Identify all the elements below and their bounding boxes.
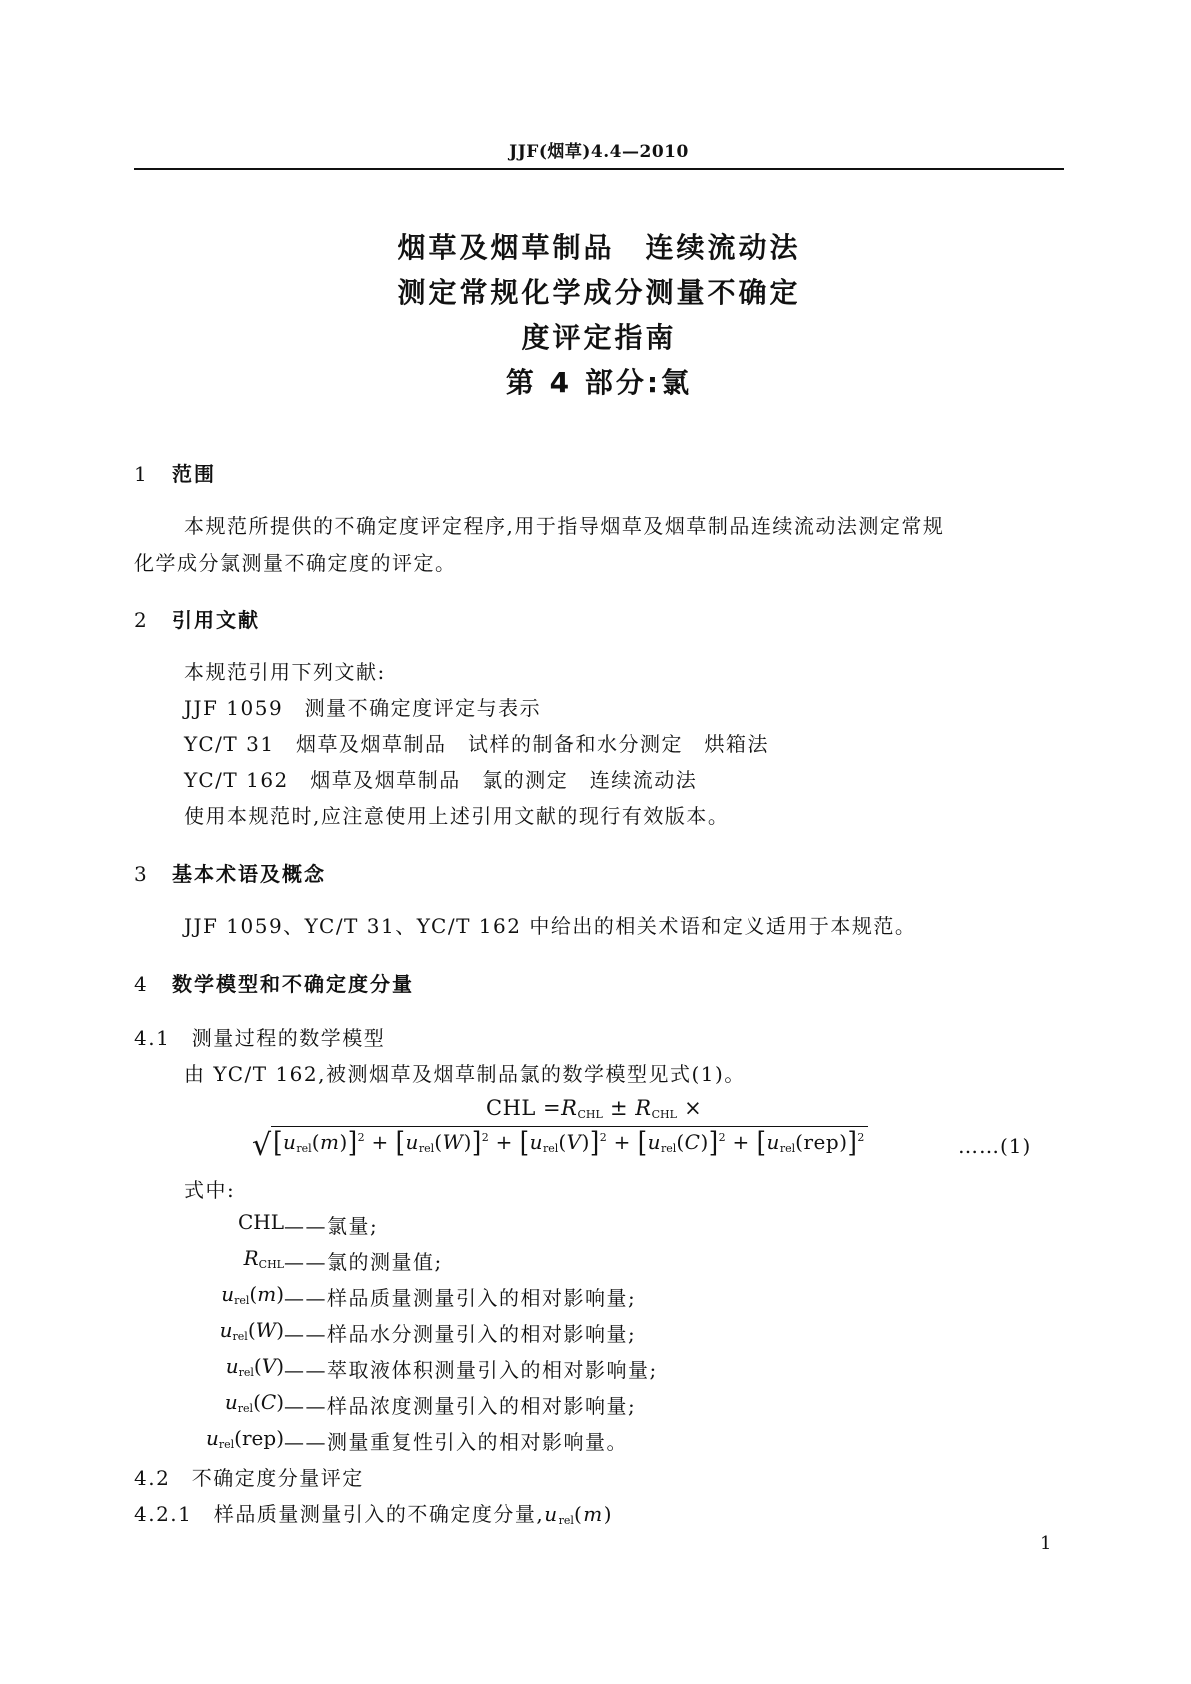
document-code-header: JJF(烟草)4.4—2010: [509, 142, 689, 162]
reference-item: YC/T 31 烟草及烟草制品 试样的制备和水分测定 烘箱法: [184, 732, 770, 756]
title-line-3: 度评定指南: [521, 321, 677, 354]
definition-urel-w: ——样品水分测量引入的相对影响量;: [284, 1322, 637, 1346]
formula-r: R: [635, 1096, 652, 1120]
definition-urel-v: ——萃取液体积测量引入的相对影响量;: [284, 1358, 658, 1382]
definition-r-chl: ——氯的测量值;: [284, 1250, 443, 1274]
section-1-paragraph-line-1: 本规范所提供的不确定度评定程序,用于指导烟草及烟草制品连续流动法测定常规: [184, 514, 945, 538]
where-label: 式中:: [184, 1178, 236, 1202]
section-title: 基本术语及概念: [172, 862, 326, 886]
term-urel-c: $u_{rel}(C)$: [224, 1390, 284, 1415]
term-r-chl: $R_{CHL}$: [243, 1246, 284, 1271]
definition-urel-c: ——样品浓度测量引入的相对影响量;: [284, 1394, 637, 1418]
formula-equals: =: [543, 1096, 562, 1120]
section-number: 1: [134, 462, 149, 486]
formula-radicand: $[u_{rel}(m)]^2 + [u_{rel}(W)]^2 + [u_{rel}(V)]^2 + [u_{rel}(C)]^2 + [u_{rel}(rep)]^2$: [271, 1126, 868, 1157]
subsection-4-2-heading: 4.2 不确定度分量评定: [134, 1466, 364, 1490]
section-1-paragraph-line-2: 化学成分氯测量不确定度的评定。: [134, 551, 457, 575]
references-intro: 本规范引用下列文献:: [184, 660, 386, 684]
equation-number: ……(1): [958, 1134, 1032, 1158]
section-3-paragraph: JJF 1059、YC/T 31、YC/T 162 中给出的相关术语和定义适用于本规范。: [184, 914, 917, 938]
section-title: 范围: [172, 462, 216, 486]
references-note: 使用本规范时,应注意使用上述引用文献的现行有效版本。: [184, 804, 730, 828]
definition-chl: ——氯量;: [284, 1214, 379, 1238]
section-number: 3: [134, 862, 149, 886]
formula-subscript: CHL: [651, 1108, 677, 1121]
reference-item: YC/T 162 烟草及烟草制品 氯的测定 连续流动法: [184, 768, 698, 792]
subsection-4-2-1-heading: 4.2.1 样品质量测量引入的不确定度分量$,u_{rel}(m)$: [134, 1502, 614, 1527]
page-number: 1: [1040, 1533, 1052, 1554]
subsection-4-1-paragraph: 由 YC/T 162,被测烟草及烟草制品氯的数学模型见式(1)。: [184, 1062, 746, 1086]
section-number: 2: [134, 608, 149, 632]
square-root-icon: √: [252, 1128, 272, 1163]
subsection-4-1-heading: 4.1 测量过程的数学模型: [134, 1026, 386, 1050]
section-1-heading: [134, 458, 216, 487]
term-urel-m: $u_{rel}(m)$: [221, 1282, 284, 1307]
section-3-heading: [134, 858, 326, 887]
title-line-2: 测定常规化学成分测量不确定: [397, 276, 801, 309]
header-rule: [134, 168, 1064, 170]
formula-plus-minus: ±: [609, 1096, 629, 1120]
definition-urel-m: ——样品质量测量引入的相对影响量;: [284, 1286, 637, 1310]
section-2-heading: [134, 604, 260, 633]
formula-lhs: CHL: [486, 1096, 536, 1120]
term-urel-rep: $u_{rel}(rep)$: [205, 1426, 284, 1451]
reference-item: JJF 1059 测量不确定度评定与表示: [184, 696, 542, 720]
term-chl: CHL: [237, 1210, 284, 1234]
formula-line-1: [486, 1096, 702, 1121]
term-urel-w: $u_{rel}(W)$: [219, 1318, 284, 1343]
term-urel-v: $u_{rel}(V)$: [225, 1354, 284, 1379]
definition-urel-rep: ——测量重复性引入的相对影响量。: [284, 1430, 628, 1454]
title-line-1: 烟草及烟草制品 连续流动法: [397, 231, 801, 264]
section-title: 引用文献: [172, 608, 260, 632]
section-number: 4: [134, 972, 149, 996]
formula-r: R: [561, 1096, 578, 1120]
section-title: 数学模型和不确定度分量: [172, 972, 414, 996]
formula-times: ×: [684, 1096, 703, 1120]
title-line-4: 第 4 部分:氯: [505, 366, 693, 399]
formula-subscript: CHL: [577, 1108, 603, 1121]
formula-line-2: [252, 1126, 868, 1163]
section-4-heading: [134, 968, 414, 997]
